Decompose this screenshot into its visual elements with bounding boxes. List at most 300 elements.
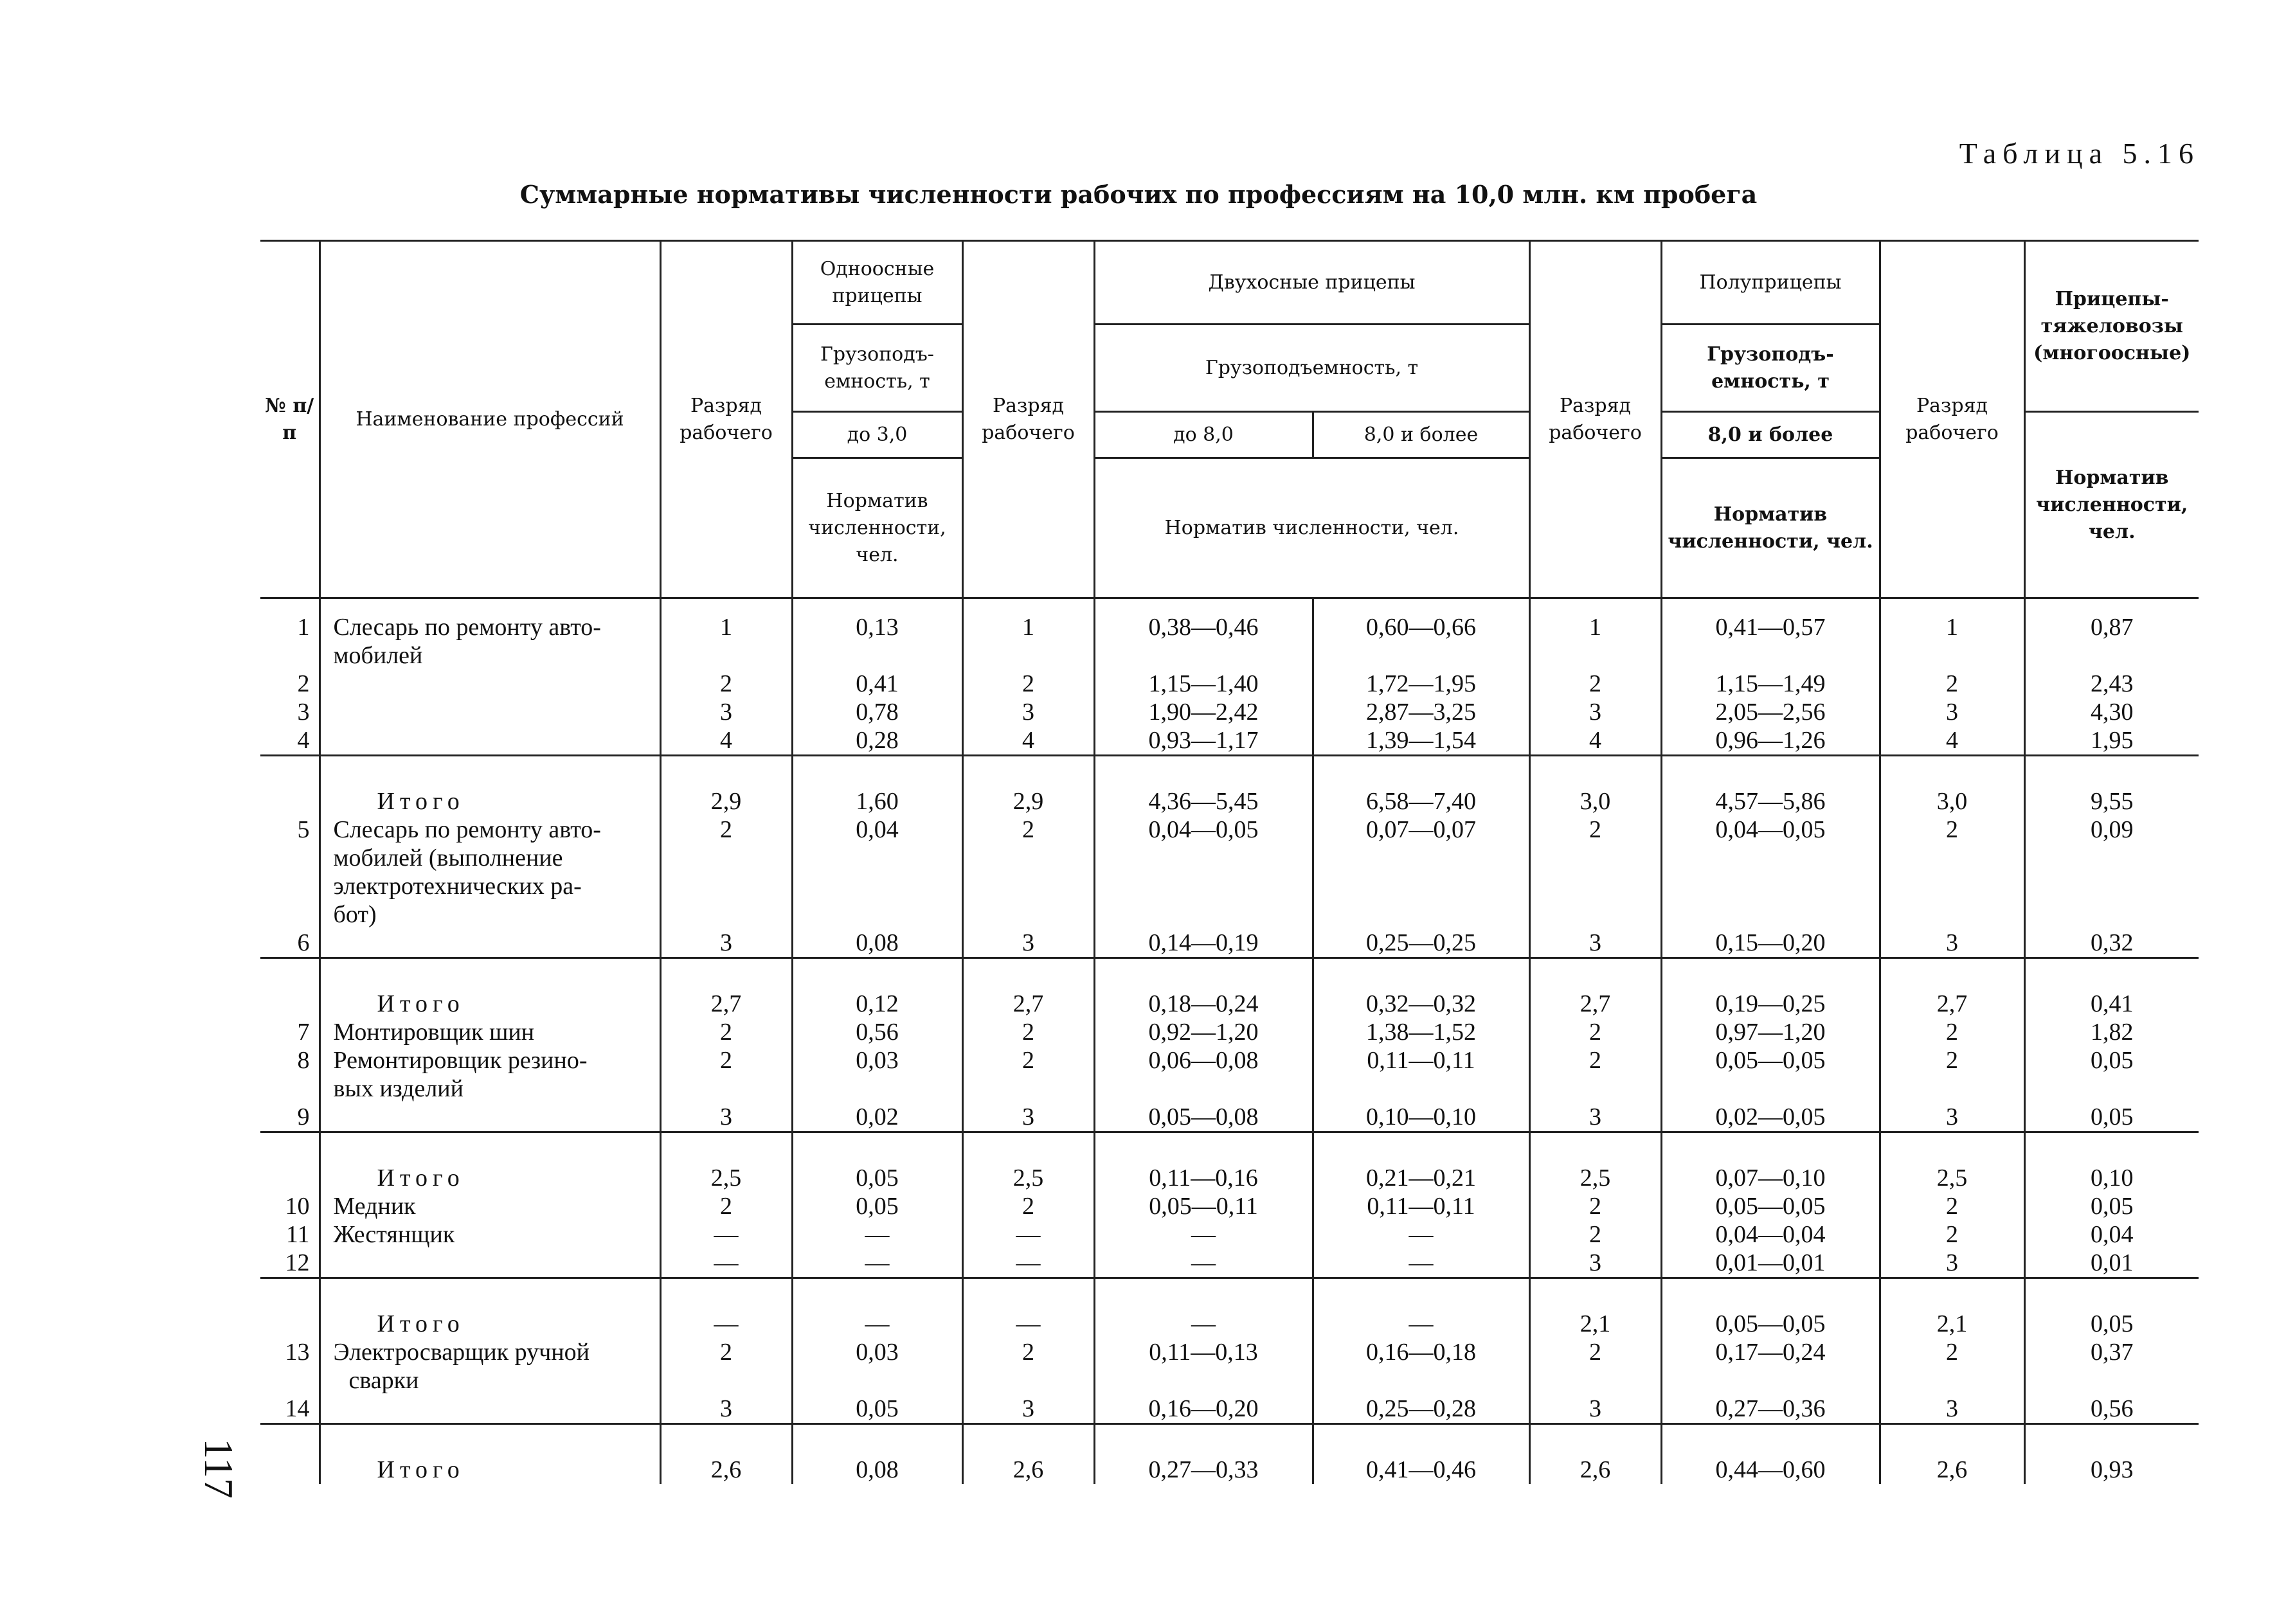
row-number: 1 <box>260 598 320 642</box>
norm-single: 0,28 <box>792 726 962 756</box>
norm-heavy <box>2024 1366 2199 1395</box>
norm-semi: 0,17—0,24 <box>1661 1338 1880 1366</box>
rank-single: 2 <box>660 1018 792 1046</box>
header-up-to-3: до 3,0 <box>792 412 962 458</box>
norm-heavy: 4,30 <box>2024 698 2199 726</box>
norm-single: 0,05 <box>792 1192 962 1220</box>
rank-semi <box>1529 872 1661 900</box>
norm-semi: 0,96—1,26 <box>1661 726 1880 756</box>
norm-single: 0,02 <box>792 1103 962 1132</box>
rank-single <box>660 872 792 900</box>
rank-semi <box>1529 900 1661 929</box>
norm-single <box>792 641 962 670</box>
profession-name: Электросварщик ручной <box>320 1338 660 1366</box>
norm-heavy: 1,82 <box>2024 1018 2199 1046</box>
norm-two-axle-up-to-8: — <box>1094 1278 1313 1339</box>
norm-heavy <box>2024 900 2199 929</box>
profession-name <box>320 929 660 958</box>
rank-two-axle: 4 <box>962 726 1094 756</box>
norm-two-axle-8-plus <box>1313 1075 1529 1103</box>
norm-two-axle-up-to-8: 1,15—1,40 <box>1094 670 1313 698</box>
table-row <box>260 900 2199 929</box>
rank-single: 2 <box>660 816 792 844</box>
rank-heavy: 3 <box>1880 1249 2024 1278</box>
rank-semi: 3 <box>1529 1103 1661 1132</box>
total-label: Итого <box>320 1278 660 1339</box>
norm-single: 0,41 <box>792 670 962 698</box>
norm-two-axle-8-plus: 0,25—0,25 <box>1313 929 1529 958</box>
norm-semi: 0,02—0,05 <box>1661 1103 1880 1132</box>
rank-heavy: 2 <box>1880 670 2024 698</box>
rank-two-axle <box>962 641 1094 670</box>
rank-semi: 3 <box>1529 1395 1661 1424</box>
table-title: Суммарные нормативы численности рабочих по профессиям на 10,0 млн. км пробега <box>519 180 1758 209</box>
rank-semi: 2 <box>1529 1046 1661 1075</box>
row-number <box>260 900 320 929</box>
profession-name <box>320 1395 660 1424</box>
rank-two-axle: 2 <box>962 1046 1094 1075</box>
rank-heavy <box>1880 1075 2024 1103</box>
rank-heavy <box>1880 844 2024 872</box>
rank-two-axle: 2,9 <box>962 756 1094 816</box>
norm-semi: 0,97—1,20 <box>1661 1018 1880 1046</box>
norm-two-axle-8-plus <box>1313 844 1529 872</box>
norm-heavy: 0,87 <box>2024 598 2199 642</box>
table-row <box>260 844 2199 872</box>
norm-two-axle-8-plus: 6,58—7,40 <box>1313 756 1529 816</box>
norm-two-axle-up-to-8 <box>1094 872 1313 900</box>
table-row <box>260 726 2199 756</box>
table-row <box>260 1338 2199 1366</box>
norm-two-axle-up-to-8 <box>1094 1366 1313 1395</box>
norm-semi: 2,05—2,56 <box>1661 698 1880 726</box>
row-number: 10 <box>285 1193 310 1220</box>
rank-two-axle: 2 <box>962 1018 1094 1046</box>
profession-name <box>320 698 660 726</box>
header-semi: Полуприцепы <box>1661 241 1880 325</box>
profession-name: Жестянщик <box>320 1220 660 1249</box>
rank-heavy: 2 <box>1880 816 2024 844</box>
norm-two-axle-8-plus: 2,87—3,25 <box>1313 698 1529 726</box>
row-number: 8 <box>297 1047 310 1074</box>
norm-single <box>792 872 962 900</box>
profession-name: бот) <box>320 900 660 929</box>
norm-semi: 0,41—0,57 <box>1661 598 1880 642</box>
rank-two-axle: 3 <box>962 929 1094 958</box>
profession-name: Слесарь по ремонту авто- <box>320 816 660 844</box>
rank-single <box>660 844 792 872</box>
norm-semi: 0,05—0,05 <box>1661 1046 1880 1075</box>
rank-heavy: 4 <box>1880 726 2024 756</box>
norm-heavy: 0,37 <box>2024 1338 2199 1366</box>
profession-name: Монтировщик шин <box>320 1018 660 1046</box>
rank-semi: 2 <box>1529 670 1661 698</box>
rank-single: — <box>660 1220 792 1249</box>
table-row <box>260 1220 2199 1249</box>
rank-heavy: 1 <box>1880 598 2024 642</box>
norm-semi <box>1661 872 1880 900</box>
rank-two-axle <box>962 844 1094 872</box>
norm-two-axle-up-to-8: 4,36—5,45 <box>1094 756 1313 816</box>
table-row <box>260 1018 2199 1046</box>
rank-single <box>660 900 792 929</box>
header-rank-single: Разряд рабочего <box>660 241 792 598</box>
rank-two-axle: 2 <box>962 1338 1094 1366</box>
norm-semi: 0,27—0,36 <box>1661 1395 1880 1424</box>
norm-semi <box>1661 900 1880 929</box>
rank-two-axle: 3 <box>962 1103 1094 1132</box>
rank-single: 2 <box>660 1338 792 1366</box>
rank-heavy: 3 <box>1880 698 2024 726</box>
profession-name: мобилей <box>320 641 660 670</box>
norm-semi <box>1661 1075 1880 1103</box>
profession-name <box>320 1249 660 1278</box>
norm-single: 0,56 <box>792 1018 962 1046</box>
table-row <box>260 816 2199 844</box>
norm-two-axle-up-to-8 <box>1094 1075 1313 1103</box>
rank-two-axle: — <box>962 1278 1094 1339</box>
table-row-total <box>260 1132 2199 1193</box>
rank-semi: 2 <box>1529 1018 1661 1046</box>
norm-heavy: 0,05 <box>2024 1103 2199 1132</box>
header-norm-heavy: Норматив численности, чел. <box>2024 412 2199 598</box>
norm-two-axle-up-to-8: 0,93—1,17 <box>1094 726 1313 756</box>
row-number <box>260 844 320 872</box>
row-number <box>260 1075 320 1103</box>
rank-semi: 2 <box>1529 1220 1661 1249</box>
norm-semi: 0,01—0,01 <box>1661 1249 1880 1278</box>
norm-heavy <box>2024 872 2199 900</box>
norm-single: 0,04 <box>792 816 962 844</box>
rank-heavy: 3 <box>1880 929 2024 958</box>
rank-heavy <box>1880 1366 2024 1395</box>
header-two-axle: Двухосные прицепы <box>1094 241 1529 325</box>
rank-two-axle <box>962 900 1094 929</box>
rank-semi <box>1529 844 1661 872</box>
rank-heavy: 2,5 <box>1880 1132 2024 1193</box>
header-capacity-two-axle: Грузоподъемность, т <box>1094 325 1529 412</box>
rank-two-axle: 1 <box>962 598 1094 642</box>
table-body <box>260 598 2199 1485</box>
rank-single: 3 <box>660 1395 792 1424</box>
table-row <box>260 1249 2199 1278</box>
profession-name: Слесарь по ремонту авто- <box>320 598 660 642</box>
rank-semi: 2,5 <box>1529 1132 1661 1193</box>
norm-semi: 0,19—0,25 <box>1661 958 1880 1019</box>
norm-semi: 1,15—1,49 <box>1661 670 1880 698</box>
norm-two-axle-8-plus: 0,25—0,28 <box>1313 1395 1529 1424</box>
rank-single: 2 <box>660 1192 792 1220</box>
row-number <box>260 872 320 900</box>
rank-semi <box>1529 1366 1661 1395</box>
norm-heavy: 2,43 <box>2024 670 2199 698</box>
norm-two-axle-up-to-8 <box>1094 900 1313 929</box>
norm-heavy: 0,41 <box>2024 958 2199 1019</box>
norm-two-axle-up-to-8: 0,38—0,46 <box>1094 598 1313 642</box>
norm-heavy <box>2024 1075 2199 1103</box>
norm-single <box>792 1075 962 1103</box>
norm-two-axle-up-to-8 <box>1094 844 1313 872</box>
rank-single: 2 <box>660 1046 792 1075</box>
table-row-total <box>260 1278 2199 1339</box>
norm-single: — <box>792 1249 962 1278</box>
header-8-and-more-semi: 8,0 и более <box>1661 412 1880 458</box>
total-label: Итого <box>320 958 660 1019</box>
norm-two-axle-up-to-8: 0,18—0,24 <box>1094 958 1313 1019</box>
rank-semi: 2,6 <box>1529 1424 1661 1485</box>
rank-single: 2,5 <box>660 1132 792 1193</box>
norm-two-axle-8-plus: 0,41—0,46 <box>1313 1424 1529 1485</box>
profession-name: мобилей (выполнение <box>320 844 660 872</box>
profession-name <box>320 670 660 698</box>
rank-heavy: 2 <box>1880 1220 2024 1249</box>
norm-heavy: 0,05 <box>2024 1046 2199 1075</box>
table-row <box>260 872 2199 900</box>
rank-two-axle <box>962 872 1094 900</box>
norm-two-axle-up-to-8: 0,16—0,20 <box>1094 1395 1313 1424</box>
norm-single: 0,12 <box>792 958 962 1019</box>
norm-single: 0,08 <box>792 1424 962 1485</box>
norm-heavy <box>2024 844 2199 872</box>
rank-semi <box>1529 1075 1661 1103</box>
norm-two-axle-8-plus: 0,11—0,11 <box>1313 1192 1529 1220</box>
row-number <box>260 1278 320 1339</box>
norm-single: 0,05 <box>792 1395 962 1424</box>
rank-two-axle: 2,7 <box>962 958 1094 1019</box>
table-row <box>260 698 2199 726</box>
norm-two-axle-8-plus: 0,16—0,18 <box>1313 1338 1529 1366</box>
norm-two-axle-up-to-8: 0,11—0,16 <box>1094 1132 1313 1193</box>
rank-single <box>660 641 792 670</box>
rank-semi: 2 <box>1529 1192 1661 1220</box>
rank-semi: 2,7 <box>1529 958 1661 1019</box>
rank-two-axle: 3 <box>962 1395 1094 1424</box>
rank-single: 3 <box>660 929 792 958</box>
table-row <box>260 1366 2199 1395</box>
row-number <box>260 756 320 816</box>
rank-heavy: 2 <box>1880 1046 2024 1075</box>
norm-semi: 4,57—5,86 <box>1661 756 1880 816</box>
norm-single: 0,08 <box>792 929 962 958</box>
rank-two-axle: — <box>962 1220 1094 1249</box>
rank-single: — <box>660 1278 792 1339</box>
norm-heavy: 0,05 <box>2024 1192 2199 1220</box>
rank-heavy: 3,0 <box>1880 756 2024 816</box>
norm-semi: 0,05—0,05 <box>1661 1278 1880 1339</box>
total-label: Итого <box>320 1132 660 1193</box>
header-norm-single: Норматив численности, чел. <box>792 458 962 598</box>
header-capacity-single: Грузоподъ-емность, т <box>792 325 962 412</box>
norm-single <box>792 844 962 872</box>
rank-single: — <box>660 1249 792 1278</box>
rank-two-axle: 2,5 <box>962 1132 1094 1193</box>
total-label: Итого <box>320 1424 660 1485</box>
norm-two-axle-up-to-8: 0,14—0,19 <box>1094 929 1313 958</box>
rank-semi: 2 <box>1529 816 1661 844</box>
norm-two-axle-8-plus <box>1313 900 1529 929</box>
header-norm-semi: Норматив численности, чел. <box>1661 458 1880 598</box>
norm-single: 0,78 <box>792 698 962 726</box>
rank-heavy: 3 <box>1880 1395 2024 1424</box>
rank-single: 2 <box>660 670 792 698</box>
header-heavy: Прицепы-тяжеловозы (многоосные) <box>2024 241 2199 412</box>
rank-two-axle <box>962 1075 1094 1103</box>
norms-table <box>260 240 2199 1484</box>
header-up-to-8: до 8,0 <box>1094 412 1313 458</box>
norm-two-axle-up-to-8: 0,06—0,08 <box>1094 1046 1313 1075</box>
table-row-total <box>260 1424 2199 1485</box>
norm-single: 0,03 <box>792 1338 962 1366</box>
norm-two-axle-8-plus: 1,39—1,54 <box>1313 726 1529 756</box>
profession-name: сварки <box>320 1366 660 1395</box>
norm-two-axle-8-plus <box>1313 641 1529 670</box>
table-row-total <box>260 756 2199 816</box>
row-number <box>260 1132 320 1193</box>
norm-semi <box>1661 1366 1880 1395</box>
table-row <box>260 641 2199 670</box>
rank-heavy: 2 <box>1880 1192 2024 1220</box>
header-norm-two-axle: Норматив численности, чел. <box>1094 458 1529 598</box>
total-label: Итого <box>320 756 660 816</box>
header-rank-two-axle: Разряд рабочего <box>962 241 1094 598</box>
norm-two-axle-8-plus: 0,10—0,10 <box>1313 1103 1529 1132</box>
row-number: 3 <box>297 699 310 726</box>
profession-name: Медник <box>320 1192 660 1220</box>
rank-two-axle: 2 <box>962 816 1094 844</box>
header-rank-heavy: Разряд рабочего <box>1880 241 2024 598</box>
row-number: 4 <box>297 727 310 754</box>
table-header <box>260 241 2199 598</box>
row-number: 12 <box>285 1249 310 1276</box>
norm-heavy: 9,55 <box>2024 756 2199 816</box>
norm-semi <box>1661 844 1880 872</box>
norm-single: — <box>792 1278 962 1339</box>
norm-single: 0,05 <box>792 1132 962 1193</box>
norm-two-axle-up-to-8: 1,90—2,42 <box>1094 698 1313 726</box>
rank-single: 2,7 <box>660 958 792 1019</box>
rank-semi: 2,1 <box>1529 1278 1661 1339</box>
norm-two-axle-up-to-8: 0,05—0,08 <box>1094 1103 1313 1132</box>
norm-single <box>792 900 962 929</box>
header-single-axle: Одноосные прицепы <box>792 241 962 325</box>
norm-two-axle-up-to-8 <box>1094 641 1313 670</box>
norm-heavy: 0,05 <box>2024 1278 2199 1339</box>
profession-name <box>320 726 660 756</box>
norm-two-axle-8-plus: 0,11—0,11 <box>1313 1046 1529 1075</box>
rank-heavy: 3 <box>1880 1103 2024 1132</box>
norm-heavy: 0,32 <box>2024 929 2199 958</box>
norm-two-axle-8-plus: 0,21—0,21 <box>1313 1132 1529 1193</box>
rank-single: 3 <box>660 1103 792 1132</box>
row-number: 6 <box>297 929 310 956</box>
row-number <box>260 1424 320 1485</box>
table-row <box>260 1103 2199 1132</box>
rank-heavy <box>1880 872 2024 900</box>
rank-semi: 4 <box>1529 726 1661 756</box>
rank-two-axle: 2 <box>962 1192 1094 1220</box>
rank-heavy: 2,6 <box>1880 1424 2024 1485</box>
norm-heavy: 0,01 <box>2024 1249 2199 1278</box>
profession-name: Ремонтировщик резино- <box>320 1046 660 1075</box>
norm-two-axle-8-plus: 0,32—0,32 <box>1313 958 1529 1019</box>
norm-single: 0,03 <box>792 1046 962 1075</box>
rank-semi: 1 <box>1529 598 1661 642</box>
rank-single: 2,6 <box>660 1424 792 1485</box>
rank-heavy: 2,7 <box>1880 958 2024 1019</box>
row-number: 11 <box>285 1221 310 1248</box>
norm-semi: 0,07—0,10 <box>1661 1132 1880 1193</box>
header-number: № п/п <box>260 241 320 598</box>
table-row <box>260 1075 2199 1103</box>
norm-two-axle-up-to-8: 0,11—0,13 <box>1094 1338 1313 1366</box>
table-row <box>260 1046 2199 1075</box>
table-row <box>260 1192 2199 1220</box>
rank-semi: 3 <box>1529 698 1661 726</box>
norm-two-axle-up-to-8: 0,92—1,20 <box>1094 1018 1313 1046</box>
rank-single: 1 <box>660 598 792 642</box>
norm-semi: 0,15—0,20 <box>1661 929 1880 958</box>
norm-heavy: 0,93 <box>2024 1424 2199 1485</box>
norm-two-axle-up-to-8: 0,05—0,11 <box>1094 1192 1313 1220</box>
norm-two-axle-8-plus: 1,38—1,52 <box>1313 1018 1529 1046</box>
header-profession: Наименование профессий <box>320 241 660 598</box>
row-number: 2 <box>297 670 310 697</box>
norm-two-axle-up-to-8: 0,04—0,05 <box>1094 816 1313 844</box>
rank-two-axle: 2 <box>962 670 1094 698</box>
norm-two-axle-8-plus: 0,07—0,07 <box>1313 816 1529 844</box>
rank-single <box>660 1366 792 1395</box>
norm-heavy: 1,95 <box>2024 726 2199 756</box>
row-number <box>260 641 320 670</box>
norm-two-axle-up-to-8: — <box>1094 1220 1313 1249</box>
norm-single: 1,60 <box>792 756 962 816</box>
rank-semi <box>1529 641 1661 670</box>
row-number: 9 <box>297 1103 310 1130</box>
header-rank-semi: Разряд рабочего <box>1529 241 1661 598</box>
norm-two-axle-8-plus <box>1313 872 1529 900</box>
row-number: 7 <box>297 1019 310 1046</box>
rank-single: 3 <box>660 698 792 726</box>
rank-heavy: 2 <box>1880 1338 2024 1366</box>
norm-semi <box>1661 641 1880 670</box>
table-row-total <box>260 958 2199 1019</box>
norm-heavy <box>2024 641 2199 670</box>
rank-single <box>660 1075 792 1103</box>
table-row <box>260 1395 2199 1424</box>
rank-two-axle: — <box>962 1249 1094 1278</box>
norm-two-axle-up-to-8: — <box>1094 1249 1313 1278</box>
rank-semi: 3 <box>1529 1249 1661 1278</box>
norm-single: 0,13 <box>792 598 962 642</box>
norm-semi: 0,04—0,04 <box>1661 1220 1880 1249</box>
rank-single: 4 <box>660 726 792 756</box>
norm-two-axle-8-plus: — <box>1313 1220 1529 1249</box>
rank-heavy <box>1880 900 2024 929</box>
profession-name <box>320 1103 660 1132</box>
table-row <box>260 670 2199 698</box>
profession-name: вых изделий <box>320 1075 660 1103</box>
table-row <box>260 929 2199 958</box>
row-number: 13 <box>285 1339 310 1366</box>
norm-single <box>792 1366 962 1395</box>
norm-two-axle-8-plus <box>1313 1366 1529 1395</box>
rank-heavy: 2 <box>1880 1018 2024 1046</box>
page-number: 117 <box>196 1438 242 1499</box>
norm-two-axle-8-plus: 0,60—0,66 <box>1313 598 1529 642</box>
norm-heavy: 0,56 <box>2024 1395 2199 1424</box>
norm-heavy: 0,04 <box>2024 1220 2199 1249</box>
norm-two-axle-8-plus: — <box>1313 1278 1529 1339</box>
